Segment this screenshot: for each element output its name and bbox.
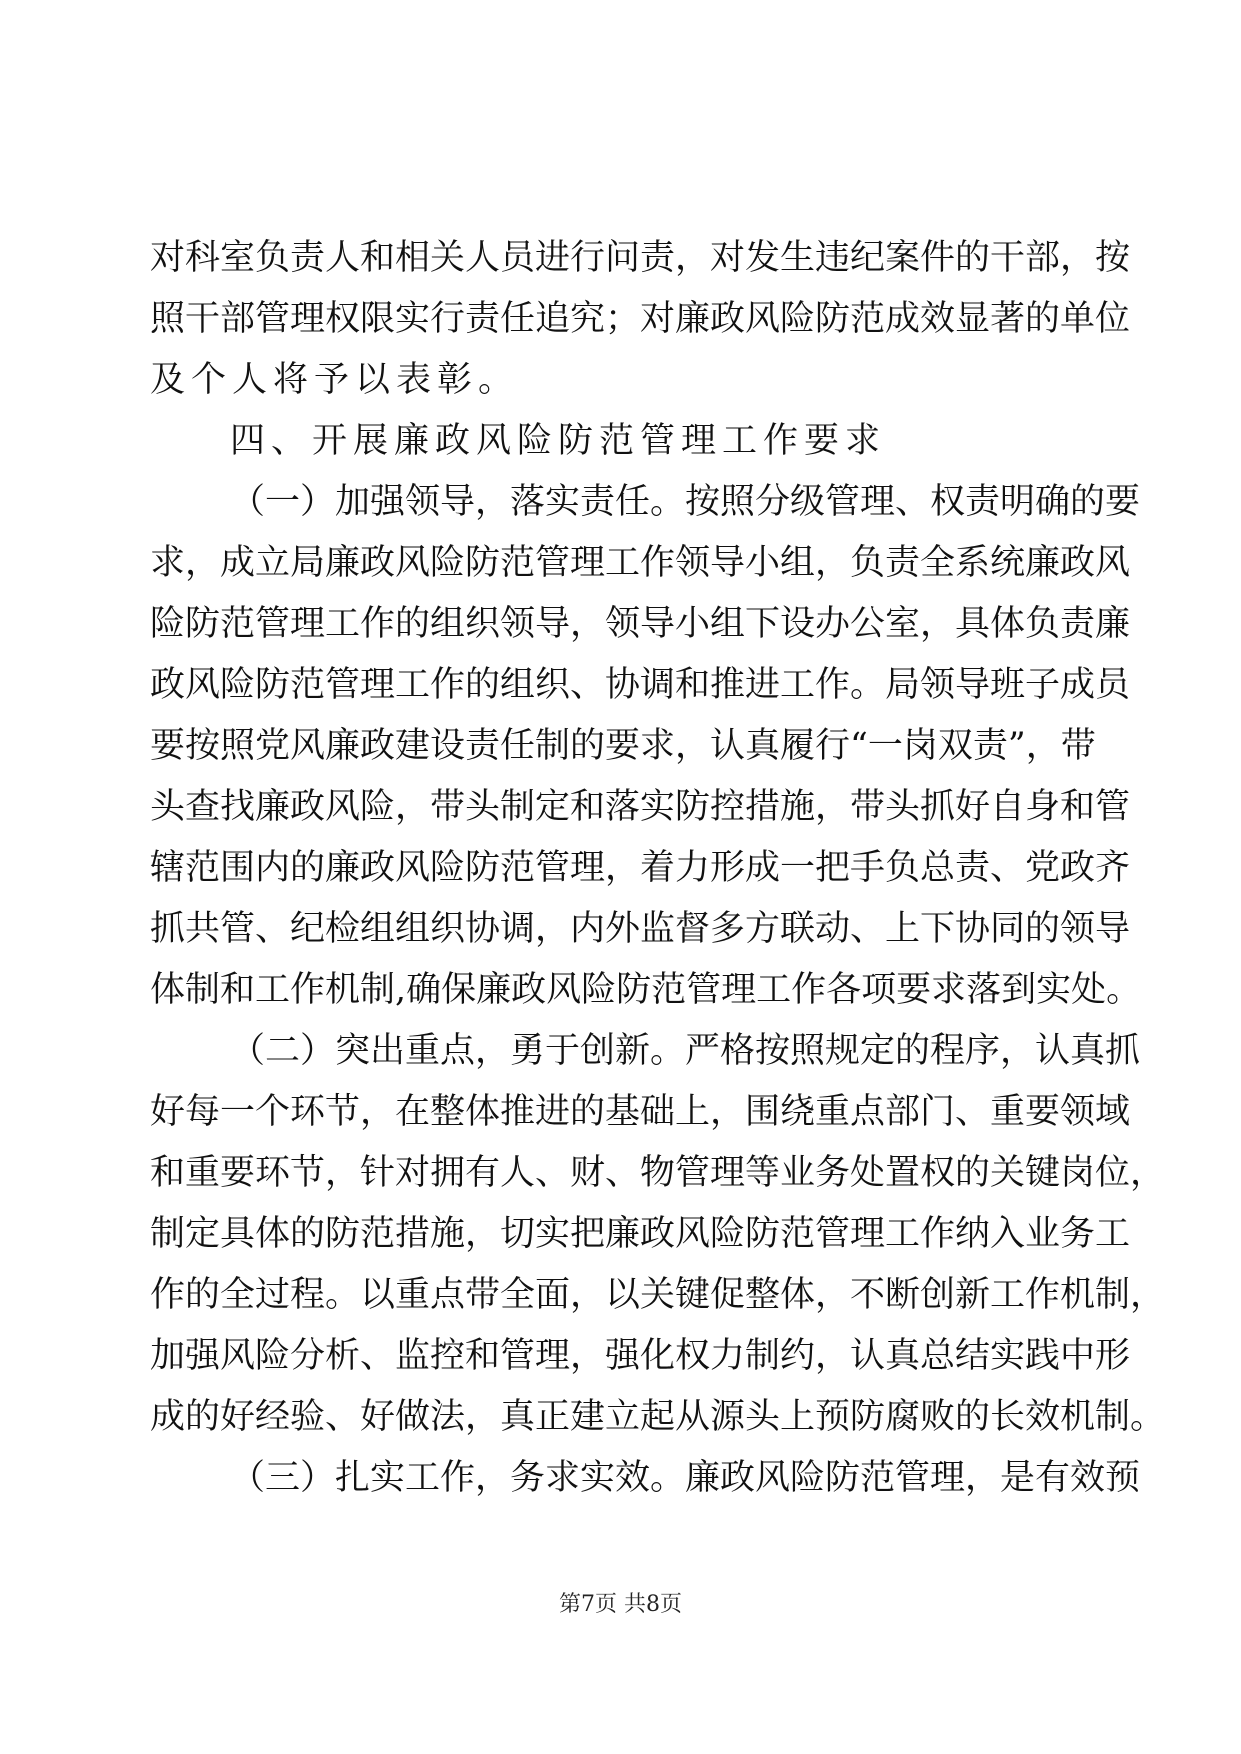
- text-line-19: 加强风险分析、监控和管理，强化权力制约，认真总结实践中形: [150, 1336, 1131, 1376]
- text-line-14: （二）突出重点，勇于创新。严格按照规定的程序，认真抓: [230, 1031, 1141, 1071]
- text-line-20: 成的好经验、好做法，真正建立起从源头上预防腐败的长效机制。: [150, 1397, 1166, 1437]
- text-line-18: 作的全过程。以重点带全面，以关键促整体，不断创新工作机制，: [150, 1275, 1166, 1315]
- document-body: [150, 228, 1166, 1509]
- text-line-12: 抓共管、纪检组组织协调，内外监督多方联动、上下协同的领导: [150, 909, 1131, 949]
- text-line-2: 照干部管理权限实行责任追究；对廉政风险防范成效显著的单位: [150, 299, 1131, 339]
- text-line-7: 险防范管理工作的组织领导，领导小组下设办公室，具体负责廉: [150, 604, 1131, 644]
- section-heading: 四、开展廉政风险防范管理工作要求: [230, 421, 887, 461]
- text-line-3: 及个人将予以表彰。: [150, 360, 520, 400]
- text-line-5: （一）加强领导，落实责任。按照分级管理、权责明确的要: [230, 482, 1141, 522]
- text-line-13: 体制和工作机制,确保廉政风险防范管理工作各项要求落到实处。: [150, 970, 1142, 1010]
- text-line-6: 求，成立局廉政风险防范管理工作领导小组，负责全系统廉政风: [150, 543, 1131, 583]
- text-line-17: 制定具体的防范措施，切实把廉政风险防范管理工作纳入业务工: [150, 1214, 1131, 1254]
- text-line-9: 要按照党风廉政建设责任制的要求，认真履行“一岗双责”，带: [150, 726, 1096, 766]
- text-line-15: 好每一个环节，在整体推进的基础上，围绕重点部门、重要领域: [150, 1092, 1131, 1132]
- text-line-21: （三）扎实工作，务求实效。廉政风险防范管理，是有效预: [230, 1458, 1141, 1498]
- text-line-1: 对科室负责人和相关人员进行问责，对发生违纪案件的干部，按: [150, 238, 1131, 278]
- text-line-8: 政风险防范管理工作的组织、协调和推进工作。局领导班子成员: [150, 665, 1131, 705]
- text-line-16: 和重要环节，针对拥有人、财、物管理等业务处置权的关键岗位，: [150, 1153, 1166, 1193]
- text-line-11: 辖范围内的廉政风险防范管理，着力形成一把手负总责、党政齐: [150, 848, 1131, 888]
- text-line-10: 头查找廉政风险，带头制定和落实防控措施，带头抓好自身和管: [150, 787, 1131, 827]
- page-number-footer: 第7页 共8页: [559, 1592, 682, 1617]
